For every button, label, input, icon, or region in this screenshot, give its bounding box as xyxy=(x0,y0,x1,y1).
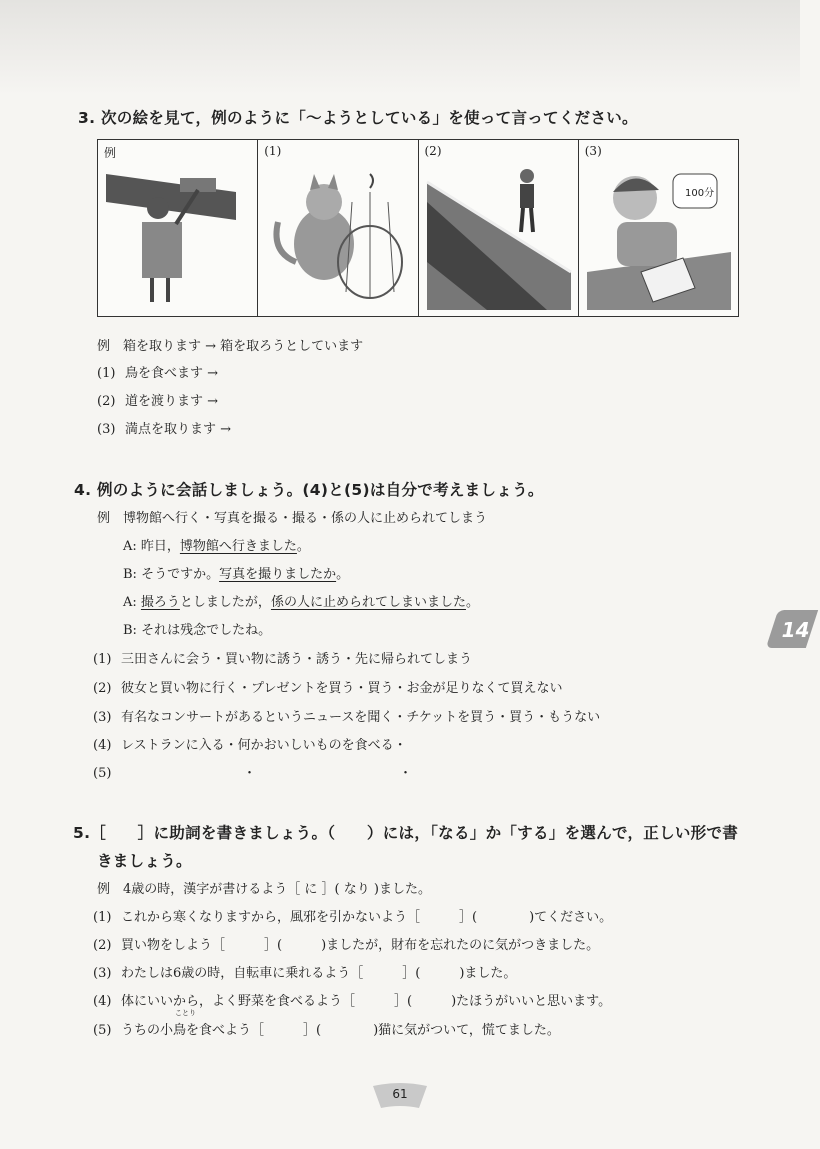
section-4-item-5 xyxy=(93,762,412,781)
furigana-kotori: ことり xyxy=(175,1009,196,1017)
item-text: 道を渡ります → xyxy=(125,394,219,409)
item-number: (1) xyxy=(93,910,112,925)
section-5-item-2 xyxy=(93,934,599,953)
section-3-example: 例 箱を取ります → 箱を取ろうとしています xyxy=(97,339,364,354)
item-number: (3) xyxy=(93,710,112,725)
page-number-badge xyxy=(371,1082,429,1110)
dialogue-speaker-text: A: 昨日， xyxy=(123,539,180,554)
dialogue-line-2 xyxy=(123,563,349,582)
dialogue-line-3 xyxy=(123,591,479,610)
section-3-title: 3. 次の絵を見て，例のように「～ようとしている」を使って言ってください。 xyxy=(78,109,638,127)
section-5-title-line-1: 5.［ ］に助詞を書きましょう。（ ）には，「なる」か「する」を選んで，正しい形で書 xyxy=(73,824,739,842)
panel-3 xyxy=(579,140,738,316)
section-5-item-1 xyxy=(93,906,612,925)
item-text: うちの小鳥を食べよう［ ］( )猫に気がついて，慌てました。 xyxy=(121,1023,560,1038)
panel-label-example: 例 xyxy=(104,146,117,160)
chapter-tab xyxy=(766,610,818,648)
dialogue-text: 。 xyxy=(296,539,310,554)
item-text: ・ ・ xyxy=(243,766,413,781)
panel-example xyxy=(98,140,258,316)
panel-label-1: (1) xyxy=(264,144,282,158)
dialogue-speaker-text: A: xyxy=(123,595,141,610)
item-text: 鳥を食べます → xyxy=(125,366,219,381)
item-number: (2) xyxy=(93,681,112,696)
dialogue-text: 。 xyxy=(465,595,479,610)
item-number: (1) xyxy=(93,652,112,667)
page-top-shadow xyxy=(0,0,800,95)
item-number: (3) xyxy=(97,422,116,437)
section-3-item-1 xyxy=(97,362,218,381)
item-text: 有名なコンサートがあるというニュースを聞く・チケットを買う・買う・もうない xyxy=(121,710,601,725)
dialogue-underlined-text: 写真を撮りましたか xyxy=(219,567,337,582)
dialogue-underlined-text: 博物館へ行きました xyxy=(179,539,297,554)
item-text: 彼女と買い物に行く・プレゼントを買う・買う・お金が足りなくて買えない xyxy=(121,681,563,696)
section-5-title-line-2: きましょう。 xyxy=(97,852,192,870)
item-text: 体にいいから，よく野菜を食べるよう［ ］( )たほうがいいと思います。 xyxy=(121,994,612,1009)
panel-1 xyxy=(258,140,418,316)
section-4-item-2 xyxy=(93,677,562,696)
page-number: 61 xyxy=(392,1087,408,1101)
chapter-number: 14 xyxy=(781,618,810,642)
dialogue-text: 。 xyxy=(336,567,350,582)
dialogue-underlined-text: 撮ろう xyxy=(140,595,180,610)
dialogue-text: としましたが， xyxy=(179,595,271,610)
section-5-item-4 xyxy=(93,990,611,1009)
section-5-example: 例 4歳の時，漢字が書けるよう［ に ］( なり )ました。 xyxy=(97,882,431,897)
section-4-item-3 xyxy=(93,706,600,725)
section-4-item-4 xyxy=(93,734,407,753)
section-4-title: 4. 例のように会話しましょう。(4)と(5)は自分で考えましょう。 xyxy=(74,481,544,499)
item-text: 満点を取ります → xyxy=(125,422,232,437)
child-reaching-box-illustration xyxy=(106,162,250,310)
dialogue-speaker-text: B: そうですか。 xyxy=(123,567,220,582)
panel-label-3: (3) xyxy=(584,144,602,158)
section-4-item-1 xyxy=(93,648,472,667)
dialogue-underlined-text: 係の人に止められてしまいました xyxy=(270,595,466,610)
item-number: (1) xyxy=(97,366,116,381)
dialogue-line-4: B: それは残念でしたね。 xyxy=(123,623,272,638)
perfect-score-text: 100分 xyxy=(684,188,714,199)
item-number: (5) xyxy=(93,1023,112,1038)
picture-panels xyxy=(97,139,739,317)
item-number: (2) xyxy=(97,394,116,409)
item-number: (2) xyxy=(93,938,112,953)
item-number: (4) xyxy=(93,994,112,1009)
section-5-item-3 xyxy=(93,962,516,981)
section-3-item-2 xyxy=(97,390,218,409)
item-text: レストランに入る・何かおいしいものを食べる・ xyxy=(121,738,407,753)
section-3-item-3 xyxy=(97,418,231,437)
item-text: 三田さんに会う・買い物に誘う・誘う・先に帰られてしまう xyxy=(121,652,473,667)
item-text: これから寒くなりますから，風邪を引かないよう［ ］( )てください。 xyxy=(121,910,613,925)
student-dreaming-perfect-score-illustration xyxy=(587,162,731,310)
section-4-example-cue: 例 博物館へ行く・写真を撮る・撮る・係の人に止められてしまう xyxy=(97,511,488,526)
person-crossing-road-illustration xyxy=(427,162,571,310)
dialogue-line-1 xyxy=(123,535,310,554)
item-number: (4) xyxy=(93,738,112,753)
item-text: 買い物をしよう［ ］( )ましたが，財布を忘れたのに気がつきました。 xyxy=(121,938,600,953)
item-text: わたしは6歳の時，自転車に乗れるよう［ ］( )ました。 xyxy=(121,966,517,981)
cat-and-birdcage-illustration xyxy=(266,162,410,310)
item-number: (3) xyxy=(93,966,112,981)
item-number: (5) xyxy=(93,766,112,781)
section-5-item-5 xyxy=(93,1019,560,1038)
panel-2 xyxy=(419,140,579,316)
panel-label-2: (2) xyxy=(424,144,442,158)
